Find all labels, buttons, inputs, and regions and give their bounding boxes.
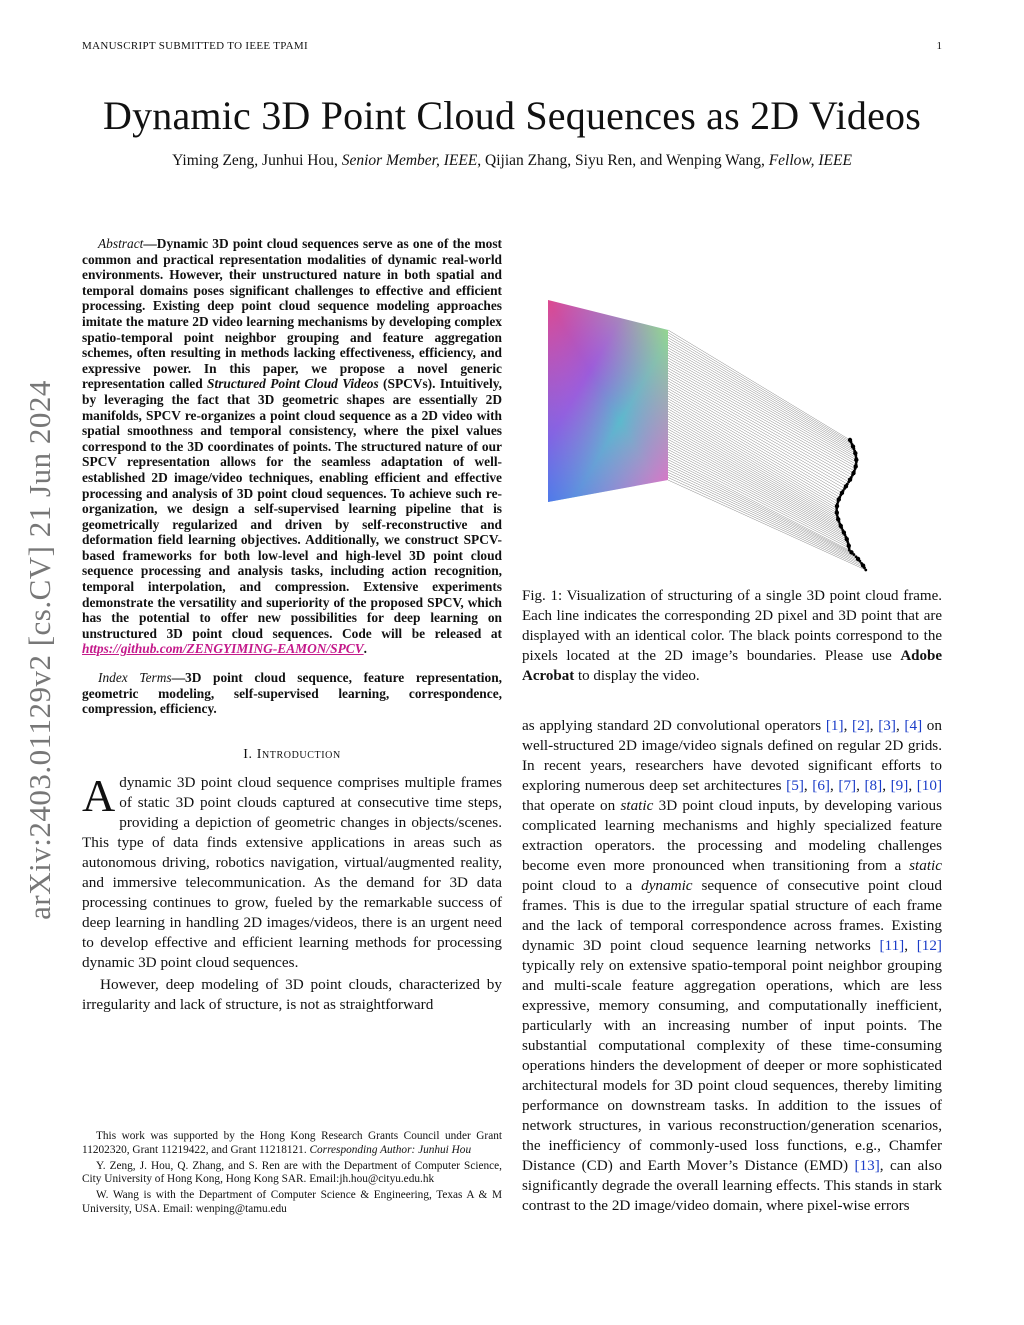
text-run: point cloud to a bbox=[522, 877, 642, 894]
boundary-point bbox=[852, 553, 855, 556]
author-names-b: , Qijian Zhang, Siyu Ren, and Wenping Wang, bbox=[477, 152, 769, 169]
intro-continued bbox=[522, 716, 942, 1216]
right-column bbox=[522, 586, 942, 1216]
author-role-b: Fellow, IEEE bbox=[768, 152, 852, 169]
correspondence-line bbox=[668, 358, 856, 464]
citation-9[interactable]: [9] bbox=[890, 777, 909, 794]
abstract-label: Abstract bbox=[98, 236, 144, 251]
correspondence-lines bbox=[668, 330, 866, 570]
caption-text-b: to display the video. bbox=[574, 668, 700, 684]
correspondence-line bbox=[668, 353, 856, 460]
correspondence-line bbox=[668, 361, 856, 467]
separator: , bbox=[882, 777, 891, 794]
abstract-text-b: (SPCVs). Intuitively, by leveraging the fact that 3D geometric shapes are essentially 2D manifolds, SPCV re-organizes a point cloud sequence as a 2D video with spatial smoothness and temporal consistency, where the pixel values correspond to the 3D coordinates of points. The structured nature of our SPCV representation allows for the seamless adaptation of well-established 2D image/video techniques, enabling efficient and effective processing and analysis of 3D point cloud sequences. To achieve such re-organization, we design a self-supervised learning pipeline that is geometrically regularized and driven by self-reconstructive and deformation field learning objectives. Additionally, we construct SPCV-based frameworks for both low-level and high-level 3D point cloud sequence processing and analysis tasks, including action recognition, temporal interpolation, and compression. Extensive experiments demonstrate the versatility and superiority of the proposed SPCV, which has the potential to offer new possibilities for deep learning on unstructured 3D point cloud sequences. Code will be released at bbox=[82, 376, 502, 641]
abstract-end: . bbox=[363, 641, 367, 657]
page-number: 1 bbox=[936, 40, 942, 52]
footnote-funding bbox=[82, 1130, 502, 1158]
footnote-funding-text: This work was supported by the Hong Kong Research Grants Council under Grant 11202320, Grant 11219422, and Grant 11218121. bbox=[82, 1130, 502, 1156]
correspondence-line bbox=[668, 467, 858, 559]
citation-6[interactable]: [6] bbox=[812, 777, 830, 794]
arxiv-stamp-container bbox=[0, 330, 80, 970]
separator: , bbox=[908, 777, 917, 794]
separator: , bbox=[895, 717, 905, 734]
text-run: typically rely on extensive spatio-temporal point neighbor grouping and multi-scale feature aggregation operations, which are less expressive, memory consuming, and computationally inefficient, particularly with an increasing number of input points. The substantial computational complexity of these time-consuming operations hinders the development of deeper or more sophisticated architectural models for 3D point cloud sequences, thereby limiting performance on downstream tasks. In addition to the issues of network structures, in various reconstruction/generation scenarios, the inefficiency of commonly-used loss functions, e.g., Chamfer Distance (CD) and Earth Mover’s Distance (EMD) bbox=[522, 957, 942, 1174]
paper-title: Dynamic 3D Point Cloud Sequences as 2D Videos bbox=[102, 93, 921, 138]
separator: , bbox=[869, 717, 879, 734]
correspondence-line bbox=[668, 345, 855, 453]
separator: , bbox=[803, 777, 813, 794]
figure-1-visualization bbox=[540, 290, 900, 580]
text-run: as applying standard 2D convolutional operators bbox=[522, 717, 826, 734]
citation-7[interactable]: [7] bbox=[838, 777, 857, 794]
abstract-spcv-term: Structured Point Cloud Videos bbox=[207, 376, 379, 392]
section-heading bbox=[82, 747, 502, 763]
author-names-a: Yiming Zeng, Junhui Hou, bbox=[172, 152, 342, 169]
citation-5[interactable]: [5] bbox=[786, 777, 804, 794]
boundary-point bbox=[858, 560, 861, 563]
correspondence-line bbox=[668, 373, 851, 477]
footnote-affiliation-2: W. Wang is with the Department of Computer Science & Engineering, Texas A & M University, USA. Email: wenping@tamu.edu bbox=[82, 1189, 502, 1215]
text-run: sequence of consecutive point cloud frames. This is due to the irregular spatial structure of each frame and the lack of temporal correspondence across frames. Existing dynamic 3D point cloud sequence learning networks bbox=[522, 877, 942, 954]
separator: , bbox=[856, 777, 865, 794]
author-role-a: Senior Member, IEEE bbox=[341, 152, 478, 169]
correspondence-line bbox=[668, 363, 855, 469]
correspondence-line bbox=[668, 366, 854, 471]
citation-12[interactable]: [12] bbox=[916, 937, 942, 954]
footnote-corresponding: Corresponding Author: Junhui Hou bbox=[309, 1143, 472, 1156]
correspondence-line bbox=[668, 371, 852, 476]
correspondence-line bbox=[668, 350, 856, 457]
section-title: Introduction bbox=[256, 746, 341, 762]
text-run: , can also significantly degrade the overall learning effects. This stands in stark contrast to the 2D image/video domain, where pixel-wise errors bbox=[522, 1157, 942, 1214]
index-terms-label: Index Terms bbox=[98, 670, 172, 686]
text-run: 3D point cloud inputs, by developing various complicated learning mechanisms and highly specialized feature extraction operators. the processing and modeling challenges become even more pronounced when transitioning from a bbox=[522, 797, 942, 874]
separator: , bbox=[843, 717, 853, 734]
correspondence-line bbox=[668, 330, 850, 440]
intro-paragraph-2: However, deep modeling of 3D point clouds, characterized by irregularity and lack of structure, is not as straightforward bbox=[82, 975, 502, 1013]
structured-image-overlay bbox=[548, 300, 668, 502]
intro-paragraph-1 bbox=[82, 769, 502, 973]
arxiv-stamp: arXiv:2403.01129v2 [cs.CV] 21 Jun 2024 bbox=[22, 380, 57, 920]
caption-bold-term: Adobe Acrobat bbox=[522, 648, 942, 684]
correspondence-line bbox=[668, 333, 851, 443]
emphasis-static: static bbox=[620, 797, 654, 814]
citation-11[interactable]: [11] bbox=[879, 937, 905, 954]
correspondence-line bbox=[668, 455, 849, 548]
index-terms-text: —3D point cloud sequence, feature representation, geometric modeling, self-supervised learning, correspondence, compression, efficiency. bbox=[82, 670, 502, 717]
correspondence-line bbox=[668, 457, 849, 550]
abstract bbox=[82, 236, 502, 657]
correspondence-line bbox=[668, 416, 837, 514]
figure-1-caption bbox=[522, 586, 942, 686]
abstract-text-a: —Dynamic 3D point cloud sequences serve as one of the most common and practical representation modalities of dynamic real-world environments. However, their unstructured nature in both spatial and temporal domains poses significant challenges to effective and efficient processing. Existing deep point cloud sequence modeling approaches imitate the mature 2D video learning mechanisms by developing complex spatio-temporal point neighbor grouping and feature aggregation schemes, often resulting in methods lacking effectiveness, efficiency, and expressive power. In this paper, we propose a novel generic representation called bbox=[82, 236, 502, 392]
intro-p1-text: dynamic 3D point cloud sequence comprises multiple frames of static 3D point clouds captured at consecutive time steps, providing a depiction of geometric changes in objects/scenes. This type of data finds extensive applications in areas such as autonomous driving, robotics navigation, virtual/augmented reality, and immersive telecommunication. As the demand for 3D data processing continues to grow, fueled by the remarkable success of deep learning in handling 2D images/videos, there is an urgent need to develop effective and efficient learning methods for processing dynamic 3D point cloud sequences. bbox=[82, 773, 502, 971]
running-header: MANUSCRIPT SUBMITTED TO IEEE TPAMI bbox=[82, 40, 308, 52]
left-column bbox=[82, 236, 502, 1015]
citation-1[interactable]: [1] bbox=[825, 717, 844, 734]
footnotes bbox=[82, 1130, 502, 1219]
citation-8[interactable]: [8] bbox=[864, 777, 883, 794]
emphasis-dynamic: dynamic bbox=[641, 877, 693, 894]
correspondence-line bbox=[668, 444, 847, 539]
citation-10[interactable]: [10] bbox=[916, 777, 943, 794]
code-link[interactable]: https://github.com/ZENGYIMING-EAMON/SPCV bbox=[82, 641, 364, 657]
text-run: that operate on bbox=[522, 797, 621, 814]
text-run: on well-structured 2D image/video signals defined on regular 2D grids. In recent years, researchers have devoted significant efforts to exploring numerous deep set architectures bbox=[522, 717, 942, 794]
citation-4[interactable]: [4] bbox=[904, 717, 923, 734]
drop-cap: A bbox=[82, 769, 116, 821]
emphasis-static: static bbox=[909, 857, 942, 874]
separator: , bbox=[830, 777, 839, 794]
separator: , bbox=[904, 937, 917, 954]
caption-text-a: Fig. 1: Visualization of structuring of a single 3D point cloud frame. Each line indicates the corresponding 2D pixel and 3D point that are displayed with an identical color. The black points correspond to the pixels located at the 2D image’s boundaries. Please use bbox=[522, 588, 942, 664]
footnote-affiliation-1: Y. Zeng, J. Hou, Q. Zhang, and S. Ren are with the Department of Computer Science, City University of Hong Kong, Hong Kong SAR. Email:jh.hou@cityu.edu.hk bbox=[82, 1159, 502, 1186]
author-line bbox=[0, 152, 1024, 170]
citation-3[interactable]: [3] bbox=[878, 717, 896, 734]
section-number: I. bbox=[243, 746, 257, 762]
boundary-point bbox=[864, 569, 867, 572]
correspondence-line bbox=[668, 348, 856, 456]
index-terms bbox=[82, 670, 502, 717]
correspondence-line bbox=[668, 368, 853, 473]
citation-13[interactable]: [13] bbox=[854, 1157, 880, 1174]
citation-2[interactable]: [2] bbox=[852, 717, 870, 734]
